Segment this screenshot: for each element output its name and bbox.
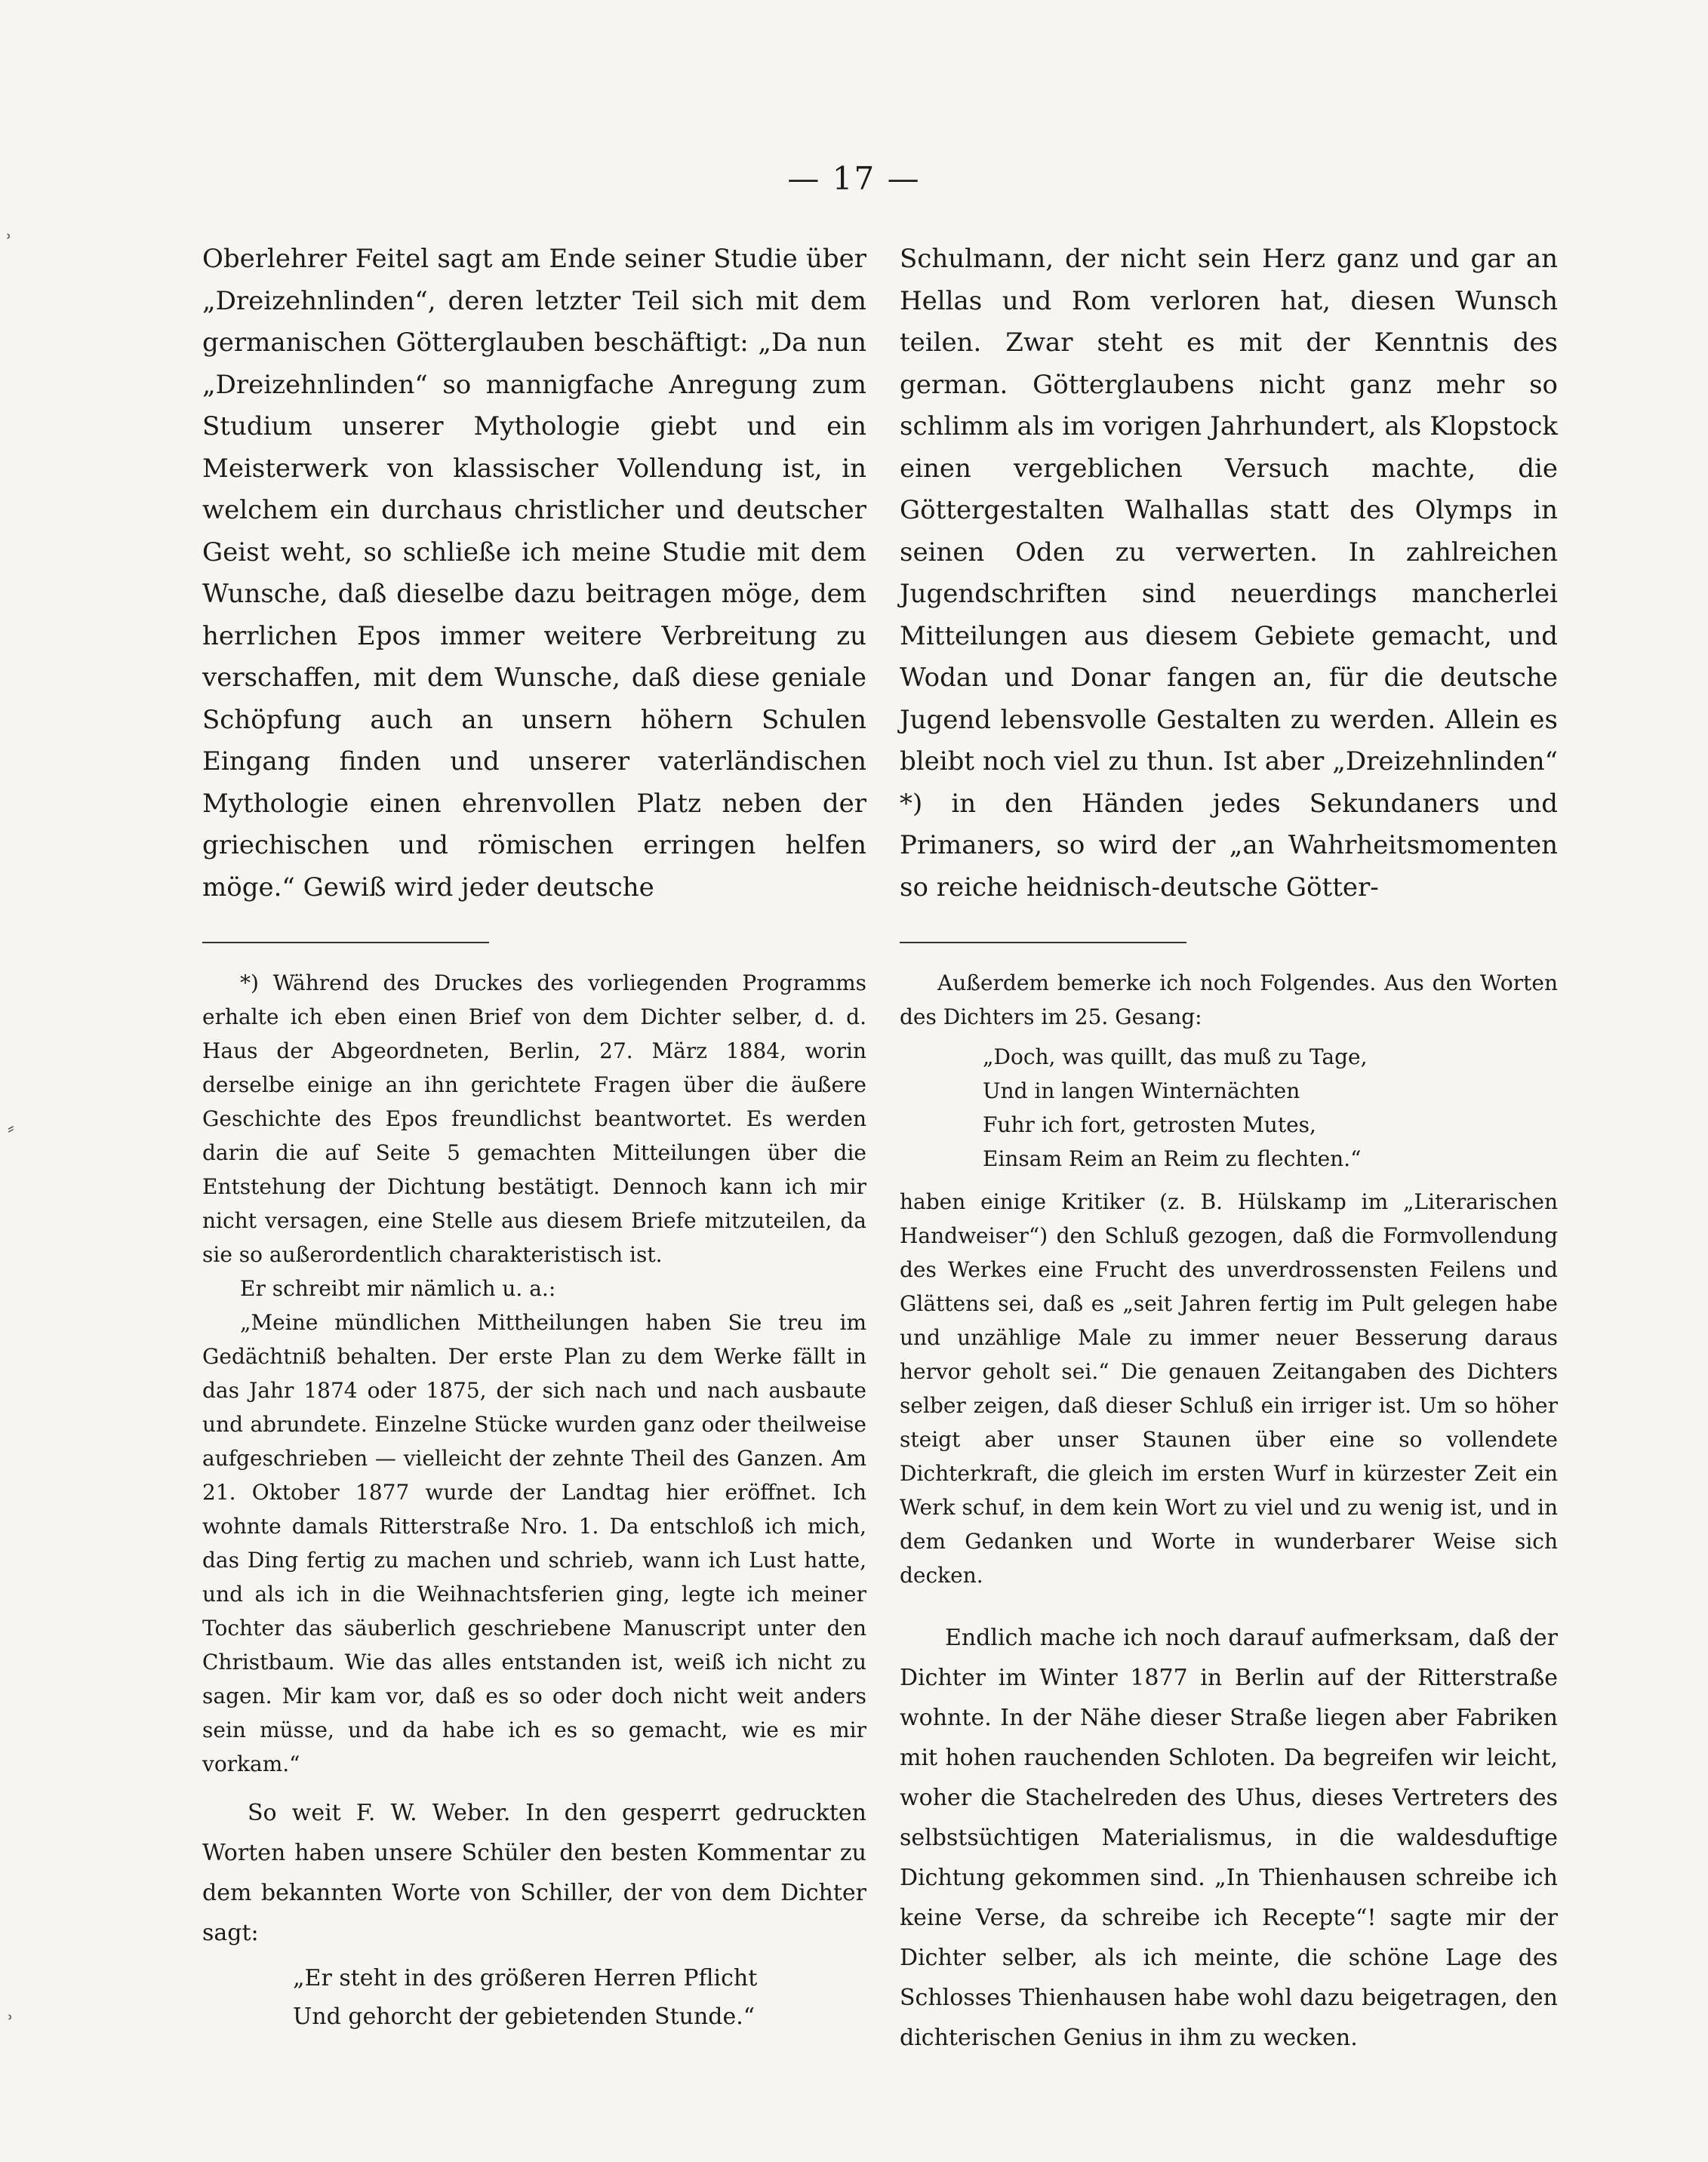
verse-line: Einsam Reim an Reim zu flechten.“ (983, 1146, 1362, 1171)
right-footnote-block (900, 966, 1558, 1592)
scan-mark: ⸗ (8, 1117, 14, 1139)
footnote-paragraph: *) Während des Druckes des vorliegenden Programms erhalte ich eben einen Brief von dem Dichter selber, d. d. Haus der Abgeordneten, Berlin, 27. März 1884, worin derselbe einige an ihn gerichtete Fragen über die äußere Geschichte des Epos freundlichst beantwortet. Es werden darin die auf Seite 5 gemachten Mitteilungen über die Entstehung der Dichtung bestätigt. Dennoch kann ich mir nicht versagen, eine Stelle aus diesem Briefe mitzuteilen, da sie so außerordentlich charakteristisch ist. (202, 970, 866, 1267)
footnote-continued: haben einige Kritiker (z. B. Hülskamp im „Literarischen Handweiser“) den Schluß gezogen, daß die Formvollendung des Werkes eine Frucht des unverdrossensten Feilens und Glättens sei, daß es „seit Jahren fertig im Pult gelegen habe und unzählige Male zu immer neuer Besserung daraus hervor geholt sei.“ Die genauen Zeitangaben des Dichters selber zeigen, daß dieser Schluß ein irriger ist. Um so höher steigt aber unser Staunen über eine so vollendete Dichterkraft, die gleich im ersten Wurf in kürzester Zeit ein Werk schuf, in dem kein Wort zu viel und zu wenig ist, und in dem Gedanken und Worte in wunderbarer Weise sich decken. (900, 1189, 1558, 1588)
gesang-verse (900, 1040, 1558, 1176)
verse-line: Und gehorcht der gebietenden Stunde.“ (293, 2004, 756, 2030)
left-main-paragraph: Oberlehrer Feitel sagt am Ende seiner Studie über „Dreizehnlinden“, deren letzter Teil sich mit dem germanischen Götterglauben beschäftigt: „Da nun „Dreizehnlinden“ so mannigfache Anregung zum Studium unserer Mythologie giebt und ein Meisterwerk von klassischer Vollendung ist, in welchem ein durchaus christlicher und deutscher Geist weht, so schließe ich meine Studie mit dem Wunsche, daß dieselbe dazu beitragen möge, dem herrlichen Epos immer weitere Verbreitung zu verschaffen, mit dem Wunsche, daß diese geniale Schöpfung auch an unsern höhern Schulen Eingang finden und unserer vaterländischen Mythologie einen ehrenvollen Platz neben der griechischen und römischen erringen helfen möge.“ Gewiß wird jeder deutsche (202, 244, 866, 903)
verse-line: „Doch, was quillt, das muß zu Tage, (983, 1044, 1368, 1069)
final-paragraph: Endlich mache ich noch darauf aufmerksam, daß der Dichter im Winter 1877 in Berlin auf der Ritterstraße wohnte. In der Nähe dieser Straße liegen aber Fabriken mit hohen rauchenden Schloten. Da begreifen wir leicht, woher die Stachelreden des Uhus, dieses Vertreters des selbstsüchtigen Materialismus, in die waldesduftige Dichtung gekommen sind. „In Thienhausen schreibe ich keine Verse, da schreibe ich Recepte“! sagte mir der Dichter selber, als ich meinte, die schöne Lage des Schlosses Thienhausen habe wohl dazu beigetragen, den dichterischen Genius in ihm zu wecken. (900, 1625, 1558, 2051)
right-column (900, 238, 1558, 2058)
footnote-separator (900, 942, 1186, 943)
footnote-paragraph: Er schreibt mir nämlich u. a.: (240, 1276, 556, 1301)
right-main-text-block (900, 238, 1558, 909)
footnote-separator (202, 942, 489, 943)
page-number: — 17 — (787, 160, 921, 197)
left-bottom-paragraph: So weit F. W. Weber. In den gesperrt gedruckten Worten haben unsere Schüler den besten Kommentar zu dem bekannten Worte von Schiller, der von dem Dichter sagt: (202, 1800, 866, 1946)
footnote-letter-quote: „Meine mündlichen Mittheilungen haben Sie treu im Gedächtniß behalten. Der erste Plan zu dem Werke fällt in das Jahr 1874 oder 1875, der sich nach und nach ausbaute und abrundete. Einzelne Stücke wurden ganz oder theilweise aufgeschrieben — vielleicht der zehnte Theil des Ganzen. Am 21. Oktober 1877 wurde der Landtag hier eröffnet. Ich wohnte damals Ritterstraße Nro. 1. Da entschloß ich mich, das Ding fertig zu machen und schrieb, wann ich Lust hatte, und als ich in die Weihnachtsferien ging, legte ich meiner Tochter das säuberlich geschriebene Manuscript unter den Christbaum. Wie das alles entstanden ist, weiß ich nicht zu sagen. Mir kam vor, daß es so oder doch nicht weit anders sein müsse, und da habe ich es so gemacht, wie es mir vorkam.“ (202, 1310, 866, 1776)
left-main-text-block (202, 238, 866, 909)
left-bottom-block (202, 1793, 866, 2036)
verse-line: Und in langen Winternächten (983, 1078, 1300, 1103)
verse-line: „Er steht in des größeren Herren Pflicht (293, 1965, 758, 1991)
scan-mark: ˒ (8, 2007, 14, 2030)
scan-mark: ˒ (6, 226, 12, 249)
footnote-intro: Außerdem bemerke ich noch Folgendes. Aus den Worten des Dichters im 25. Gesang: (900, 970, 1558, 1029)
right-bottom-block (900, 1618, 1558, 2058)
verse-line: Fuhr ich fort, getrosten Mutes, (983, 1112, 1316, 1137)
left-footnote-block (202, 966, 866, 1781)
schiller-verse (202, 1959, 866, 2036)
right-main-paragraph: Schulmann, der nicht sein Herz ganz und gar an Hellas und Rom verloren hat, diesen Wunsch teilen. Zwar steht es mit der Kenntnis des german. Götterglaubens nicht ganz mehr so schlimm als im vorigen Jahrhundert, als Klopstock einen vergeblichen Versuch machte, die Göttergestalten Walhallas statt des Olymps in seinen Oden zu verwerten. In zahlreichen Jugendschriften sind neuerdings mancherlei Mitteilungen aus diesem Gebiete gemacht, und Wodan und Donar fangen an, für die deutsche Jugend lebensvolle Gestalten zu werden. Allein es bleibt noch viel zu thun. Ist aber „Dreizehnlinden“ *) in den Händen jedes Sekundaners und Primaners, so wird der „an Wahrheitsmomenten so reiche heidnisch-deutsche Götter- (900, 244, 1558, 903)
left-column (202, 238, 866, 2045)
